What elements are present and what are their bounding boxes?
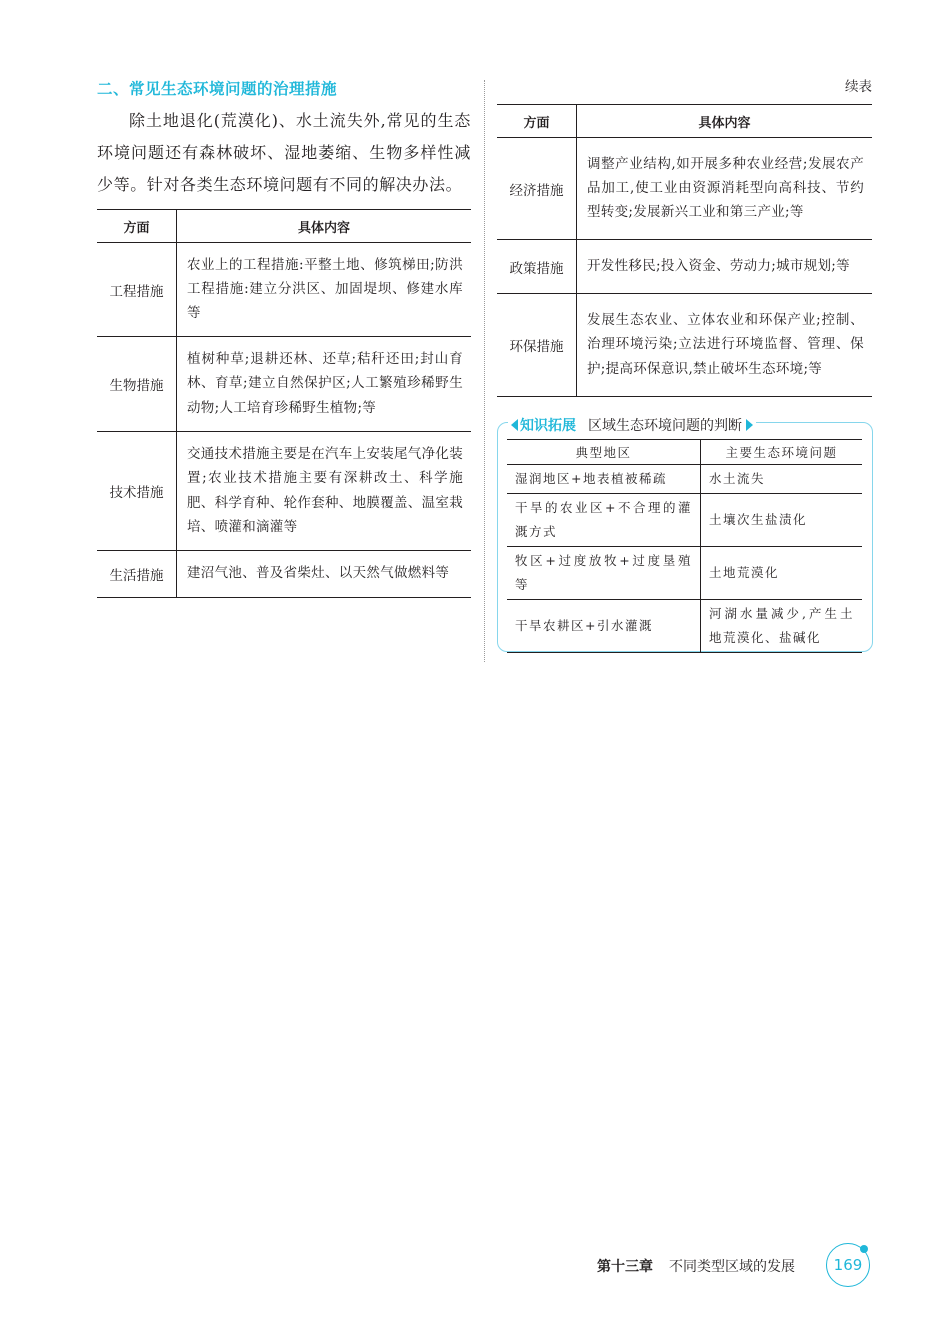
header-content: 具体内容 [577, 105, 873, 138]
knowledge-header [508, 416, 756, 434]
measures-table-continued [497, 104, 872, 397]
continued-label: 续表 [845, 79, 872, 95]
page-dot-icon [860, 1245, 868, 1253]
row-content: 植树种草;退耕还林、还草;秸秆还田;封山育林、育草;建立自然保护区;人工繁殖珍稀野生动物;人工培育珍稀野生植物;等 [177, 337, 472, 432]
row-aspect: 生物措施 [97, 337, 177, 432]
knowledge-extension-box [497, 418, 873, 652]
table-row [497, 138, 872, 240]
table-row [497, 240, 872, 294]
row-content: 农业上的工程措施:平整土地、修筑梯田;防洪工程措施:建立分洪区、加固堤坝、修建水库等 [177, 243, 472, 337]
column-divider [484, 80, 485, 662]
row-aspect: 技术措施 [97, 432, 177, 551]
region-cell: 湿润地区+地表植被稀疏 [507, 465, 701, 494]
section-title: 二、常见生态环境问题的治理措施 [97, 80, 338, 98]
footer-title: 不同类型区域的发展 [669, 1259, 795, 1275]
row-content: 调整产业结构,如开展多种农业经营;发展农产品加工,使工业由资源消耗型向高科技、节约型转变;发展新兴工业和第三产业;等 [577, 138, 873, 240]
header-problem: 主要生态环境问题 [701, 440, 863, 465]
region-cell: 牧区+过度放牧+过度垦殖等 [507, 547, 701, 600]
table-header-row [97, 210, 471, 243]
table-row [507, 600, 862, 653]
header-aspect: 方面 [97, 210, 177, 243]
triangle-left-icon [511, 419, 518, 431]
regions-header-row [507, 440, 862, 465]
table-row [97, 551, 471, 598]
header-aspect: 方面 [497, 105, 577, 138]
regions-table [507, 439, 862, 653]
row-aspect: 经济措施 [497, 138, 577, 240]
knowledge-label: 知识拓展 [520, 418, 576, 434]
left-column [97, 78, 471, 598]
problem-cell: 水土流失 [701, 465, 863, 494]
right-column [497, 78, 872, 397]
row-aspect: 工程措施 [97, 243, 177, 337]
problem-cell: 土壤次生盐渍化 [701, 494, 863, 547]
header-content: 具体内容 [177, 210, 472, 243]
problem-cell: 土地荒漠化 [701, 547, 863, 600]
row-content: 发展生态农业、立体农业和环保产业;控制、治理环境污染;立法进行环境监督、管理、保护;提高环保意识,禁止破坏生态环境;等 [577, 294, 873, 397]
table-row [97, 243, 471, 337]
table-row [507, 465, 862, 494]
triangle-right-icon [746, 419, 753, 431]
table-header-row [497, 105, 872, 138]
table-row [97, 432, 471, 551]
table-row [497, 294, 872, 397]
intro-paragraph: 除土地退化(荒漠化)、水土流失外,常见的生态环境问题还有森林破坏、湿地萎缩、生物多样性减少等。针对各类生态环境问题有不同的解决办法。 [97, 111, 471, 194]
table-row [97, 337, 471, 432]
row-aspect: 环保措施 [497, 294, 577, 397]
page-footer [597, 1255, 795, 1279]
problem-cell: 河湖水量减少,产生土地荒漠化、盐碱化 [701, 600, 863, 653]
measures-table [97, 209, 471, 598]
footer-chapter: 第十三章 [597, 1259, 653, 1275]
table-row [507, 547, 862, 600]
row-content: 建沼气池、普及省柴灶、以天然气做燃料等 [177, 551, 472, 598]
page-number: 169 [826, 1243, 870, 1287]
row-content: 开发性移民;投入资金、劳动力;城市规划;等 [577, 240, 873, 294]
header-region: 典型地区 [507, 440, 701, 465]
table-row [507, 494, 862, 547]
region-cell: 干旱农耕区+引水灌溉 [507, 600, 701, 653]
row-aspect: 生活措施 [97, 551, 177, 598]
knowledge-title: 区域生态环境问题的判断 [588, 418, 742, 434]
row-aspect: 政策措施 [497, 240, 577, 294]
region-cell: 干旱的农业区+不合理的灌溉方式 [507, 494, 701, 547]
row-content: 交通技术措施主要是在汽车上安装尾气净化装置;农业技术措施主要有深耕改土、科学施肥、科学育种、轮作套种、地膜覆盖、温室栽培、喷灌和滴灌等 [177, 432, 472, 551]
